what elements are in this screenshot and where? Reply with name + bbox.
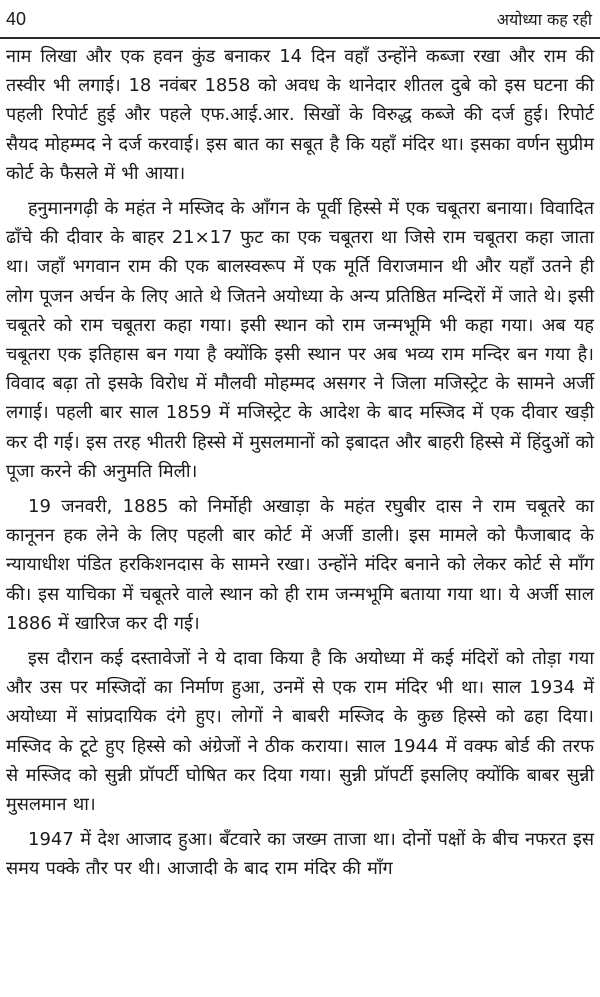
running-head: अयोध्या कह रही [496, 10, 592, 29]
paragraph-4: इस दौरान कई दस्तावेजों ने ये दावा किया है कि अयोध्या में कई मंदिरों को तोड़ा गया और उस पर मस्जिदों का निर्माण हुआ, उनमें से एक राम मंदिर भी था। साल 1934 में अयोध्या में सांप्रदायिक दंगे हुए। लोगों ने बाबरी मस्जिद के कुछ हिस्से को ढहा दिया। मस्जिद के टूटे हुए हिस्से को अंग्रेजों ने ठीक कराया। साल 1944 में वक्फ बोर्ड की तरफ से मस्जिद को सुन्नी प्रॉपर्टी घोषित कर दिया गया। सुन्नी प्रॉपर्टी इसलिए क्योंकि बाबर सुन्नी मुसलमान था। [6, 648, 594, 816]
paragraph-2: हनुमानगढ़ी के महंत ने मस्जिद के आँगन के पूर्वी हिस्से में एक चबूतरा बनाया। विवादित ढाँचे की दीवार के बाहर 21×17 फुट का एक चबूतरा था जिसे राम चबूतरा कहा जाता था। जहाँ भगवान राम की एक बालस्वरूप में एक मूर्ति विराजमान थी और यहाँ उतने ही लोग पूजन अर्चन के लिए आते थे जितने अयोध्या के अन्य प्रतिष्ठित मन्दिरों में जाते थे। इसी चबूतरे को राम चबूतरा कहा गया। इसी स्थान को राम जन्मभूमि भी कहा गया। अब यह चबूतरा एक इतिहास बन गया है क्योंकि इसी स्थान पर अब भव्य राम मन्दिर बन गया है। विवाद बढ़ा तो इसके विरोध में मौलवी मोहम्मद असगर ने जिला मजिस्ट्रेट के सामने अर्जी लगाई। पहली बार साल 1859 में मजिस्ट्रेट के आदेश के बाद मस्जिद में एक दीवार खड़ी कर दी गई। इस तरह भीतरी हिस्से में मुसलमानों को इबादत और बाहरी हिस्से में हिंदुओं को पूजा करने की अनुमति मिली। [6, 198, 594, 482]
paragraph-1: नाम लिखा और एक हवन कुंड बनाकर 14 दिन वहाँ उन्होंने कब्जा रखा और राम की तस्वीर भी लगाई। 18 नवंबर 1858 को अवध के थानेदार शीतल दुबे को इस घटना की पहली रिपोर्ट हुई और पहले एफ.आई.आर. सिखों के विरुद्ध कब्जे की दर्ज हुई। रिपोर्ट सैयद मोहम्मद ने दर्ज करवाई। इस बात का सबूत है कि यहाँ मंदिर था। इसका वर्णन सुप्रीम कोर्ट के फैसले में भी आया। [6, 46, 594, 184]
page-header [6, 4, 592, 34]
paragraph-3: 19 जनवरी, 1885 को निर्मोही अखाड़ा के महंत रघुबीर दास ने राम चबूतरे का कानूनन हक लेने के लिए पहली बार कोर्ट में अर्जी डाली। इस मामले को फैजाबाद के न्यायाधीश पंडित हरकिशनदास के सामने रखा। उन्होंने मंदिर बनाने को लेकर कोर्ट से माँग की। इस याचिका में चबूतरे वाले स्थान को ही राम जन्मभूमि बताया गया था। ये अर्जी साल 1886 में खारिज कर दी गई। [6, 496, 594, 634]
header-rule [0, 37, 600, 39]
paragraph-5: 1947 में देश आजाद हुआ। बँटवारे का जख्म ताजा था। दोनों पक्षों के बीच नफरत इस समय पक्के तौर पर थी। आजादी के बाद राम मंदिर की माँग [6, 829, 594, 880]
body-text [6, 42, 594, 997]
page-number: 40 [6, 8, 27, 29]
